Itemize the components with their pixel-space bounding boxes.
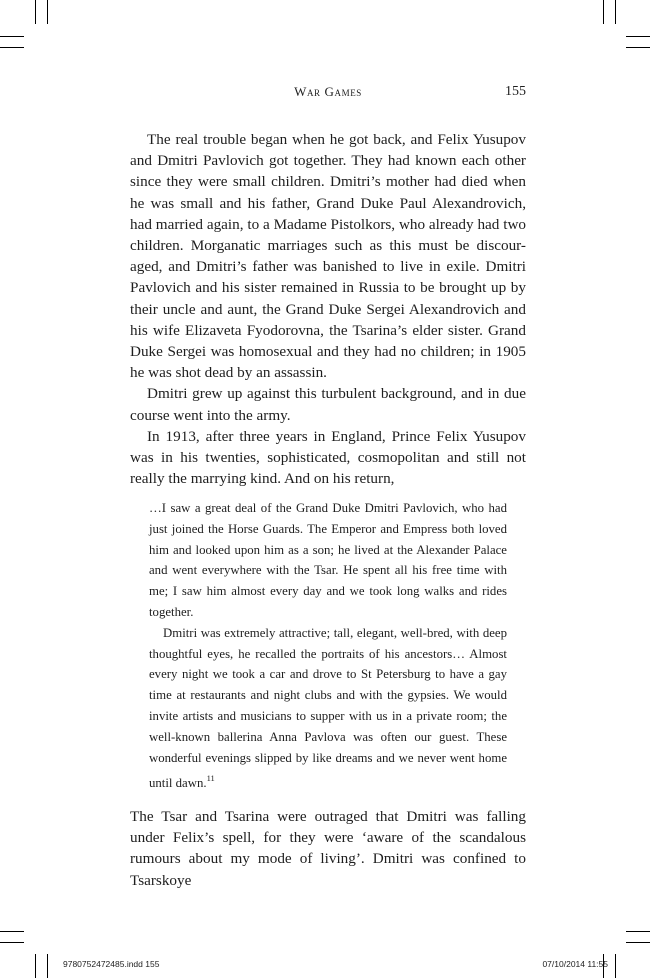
crop-mark-bottom-right-vertical-2	[615, 954, 616, 978]
crop-mark-top-left-vertical	[35, 0, 36, 24]
crop-mark-top-left-horizontal-2	[0, 47, 24, 48]
crop-mark-bottom-left-vertical	[35, 954, 36, 978]
quote-paragraph-2	[149, 623, 507, 794]
crop-mark-top-right-vertical	[603, 0, 604, 24]
slug-datetime: 07/10/2014 11:55	[542, 959, 608, 969]
page-number: 155	[505, 84, 526, 99]
body-paragraph-1: The real trouble began when he got back, and Felix Yusupov and Dmitri Pavlovich got together. They had known each other since they were small children. Dmitri’s mother had died when he was small and his father, Grand Duke Paul Alexandrovich, had married again, to a Madame Pistolkors, who already had two children. Morganatic marriages such as this must be discour-aged, and Dmitri’s father was banished to live in exile. Dmitri Pavlovich and his sister remained in Russia to be brought up by their uncle and aunt, the Grand Duke Sergei Alexandrovich and his wife Elizaveta Fyodorovna, the Tsarina’s elder sister. Grand Duke Sergei was homosexual and they had no children; in 1905 he was shot dead by an assassin.	[130, 131, 526, 382]
body-text	[130, 129, 526, 489]
continuation-text	[130, 806, 526, 891]
crop-mark-top-right-horizontal-2	[626, 47, 650, 48]
body-paragraph-3: In 1913, after three years in England, Prince Felix Yusupov was in his twenties, sophisticated, cosmopolitan and still not really the marrying kind. And on his return,	[130, 427, 526, 488]
quote-paragraph-1: …I saw a great deal of the Grand Duke Dmitri Pavlovich, who had just joined the Horse Guards. The Emperor and Empress both loved him and looked upon him as a son; he lived at the Alexander Palace and went everywhere with the Tsar. He spent all his free time with me; I saw him almost every day and we took long walks and rides together.	[149, 501, 507, 619]
crop-mark-top-right-horizontal	[626, 36, 650, 37]
crop-mark-bottom-right-horizontal	[626, 931, 650, 932]
running-head-title: War Games	[294, 84, 362, 99]
footnote-reference: 11	[206, 773, 215, 784]
continuation-paragraph: The Tsar and Tsarina were outraged that Dmitri was falling under Felix’s spell, for they were ‘aware of the scandalous rumours about my mode of living’. Dmitri was confined to Tsarskoye	[130, 808, 526, 889]
slug-file-name: 9780752472485.indd 155	[63, 959, 160, 969]
crop-mark-bottom-right-horizontal-2	[626, 942, 650, 943]
block-quote	[149, 498, 507, 794]
crop-mark-bottom-left-horizontal-2	[0, 942, 24, 943]
crop-mark-bottom-left-vertical-2	[47, 954, 48, 978]
quote-paragraph-2-text: Dmitri was extremely attractive; tall, elegant, well-bred, with deep thoughtful eyes, he recalled the portraits of his ancestors… Almost every night we took a car and drove to St Petersburg to have a gay time at restaurants and night clubs and with the gypsies. We would invite artists and musicians to supper with us in a private room; the well-known ballerina Anna Pavlova was often our guest. These wonderful evenings slipped by like dreams and we never went home until dawn.	[149, 625, 507, 791]
running-head	[130, 84, 526, 104]
crop-mark-top-left-vertical-2	[47, 0, 48, 24]
crop-mark-top-right-vertical-2	[615, 0, 616, 24]
body-paragraph-2: Dmitri grew up against this turbulent background, and in due course went into the army.	[130, 385, 526, 424]
crop-mark-bottom-left-horizontal	[0, 931, 24, 932]
crop-mark-top-left-horizontal	[0, 36, 24, 37]
